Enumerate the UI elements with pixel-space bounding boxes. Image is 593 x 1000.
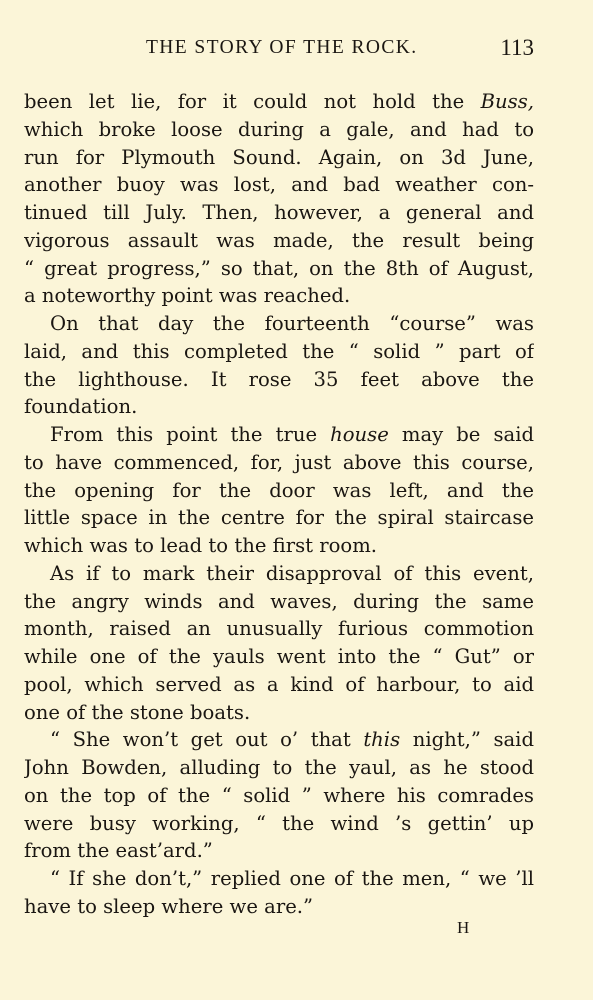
text-line bbox=[24, 282, 534, 310]
text-line bbox=[24, 227, 534, 255]
text-segment: tinued till July. Then, however, a general and bbox=[24, 201, 534, 224]
text-segment: little space in the centre for the spiral staircase bbox=[24, 506, 534, 530]
text-line bbox=[24, 810, 534, 838]
text-segment: run for Plymouth Sound. Again, on 3d June, bbox=[24, 145, 534, 169]
text-line bbox=[24, 643, 534, 671]
text-segment: were busy working, “ the wind ’s gettin’ up bbox=[24, 811, 534, 835]
text-line bbox=[24, 699, 534, 727]
text-segment: laid, and this completed the “ solid ” part of bbox=[24, 339, 534, 363]
text-segment: month, raised an unusually furious commotion bbox=[24, 617, 534, 641]
text-line bbox=[24, 144, 534, 172]
text-line bbox=[24, 255, 534, 283]
text-line bbox=[24, 393, 534, 421]
text-segment: while one of the yauls went into the “ Gut” or bbox=[24, 645, 534, 668]
text-segment: have to sleep where we are.” bbox=[24, 894, 314, 918]
italic-word: this bbox=[363, 728, 401, 752]
text-line bbox=[24, 615, 534, 643]
text-line bbox=[24, 754, 534, 782]
text-segment: As if to mark their disapproval of this event, bbox=[50, 561, 534, 585]
text-segment: one of the stone boats. bbox=[24, 700, 251, 724]
text-line bbox=[24, 837, 534, 865]
italic-word: Buss, bbox=[480, 90, 534, 113]
text-line bbox=[24, 504, 534, 532]
text-line bbox=[24, 588, 534, 616]
text-segment: from the east’ard.” bbox=[24, 839, 213, 863]
text-segment: a noteworthy point was reached. bbox=[24, 284, 351, 308]
running-title: THE STORY OF THE ROCK. bbox=[146, 37, 418, 58]
text-segment: which broke loose during a gale, and had to bbox=[24, 117, 534, 141]
text-line bbox=[24, 116, 534, 144]
text-line bbox=[24, 171, 534, 199]
text-segment: vigorous assault was made, the result being bbox=[24, 228, 534, 252]
text-line bbox=[24, 865, 534, 893]
text-line bbox=[24, 310, 534, 338]
text-line bbox=[24, 338, 534, 366]
text-line bbox=[24, 671, 534, 699]
text-segment: “ She won’t get out o’ that bbox=[50, 728, 364, 752]
body-text bbox=[24, 88, 534, 921]
text-segment: to have commenced, for, just above this course, bbox=[24, 450, 534, 474]
running-header bbox=[24, 34, 534, 62]
text-line bbox=[24, 532, 534, 560]
text-segment: From this point the true bbox=[50, 423, 331, 446]
signature-mark: H bbox=[457, 918, 470, 937]
text-line bbox=[24, 449, 534, 477]
text-line bbox=[24, 726, 534, 754]
text-segment: pool, which served as a kind of harbour, to aid bbox=[24, 672, 534, 696]
text-segment: foundation. bbox=[24, 395, 138, 419]
text-line bbox=[24, 477, 534, 505]
text-segment: the lighthouse. It rose 35 feet above the bbox=[24, 367, 534, 391]
text-line bbox=[24, 421, 534, 449]
text-line bbox=[24, 88, 534, 116]
text-line bbox=[24, 366, 534, 394]
text-segment: night,” said bbox=[400, 728, 534, 752]
text-line bbox=[24, 782, 534, 810]
text-segment: the angry winds and waves, during the same bbox=[24, 589, 534, 613]
italic-word: house bbox=[330, 423, 389, 446]
text-segment: John Bowden, alluding to the yaul, as he stood bbox=[24, 756, 534, 779]
text-segment: “ great progress,” so that, on the 8th of August, bbox=[24, 256, 534, 280]
text-line bbox=[24, 560, 534, 588]
text-segment: which was to lead to the first room. bbox=[24, 534, 378, 557]
text-segment: “ If she don’t,” replied one of the men, “ we ’ll bbox=[50, 867, 534, 890]
text-segment: the opening for the door was left, and the bbox=[24, 478, 534, 502]
text-line bbox=[24, 199, 534, 227]
text-segment: On that day the fourteenth “course” was bbox=[50, 312, 534, 335]
text-segment: been let lie, for it could not hold the bbox=[24, 90, 481, 113]
text-segment: another buoy was lost, and bad weather con- bbox=[24, 173, 534, 197]
text-segment: may be said bbox=[388, 423, 534, 446]
text-segment: on the top of the “ solid ” where his comrades bbox=[24, 783, 534, 807]
page-number: 113 bbox=[500, 35, 534, 60]
